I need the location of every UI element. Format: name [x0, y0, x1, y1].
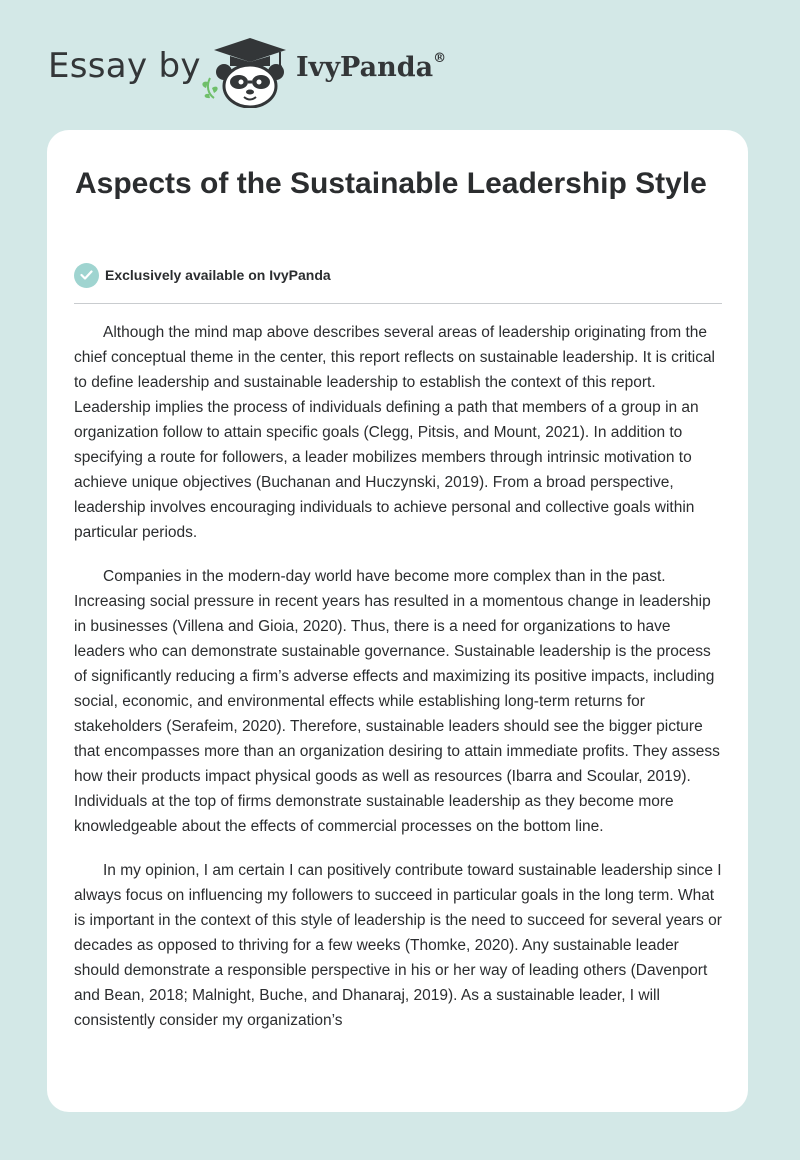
brand-logo-text[interactable]: [296, 52, 446, 83]
exclusive-badge-label: Exclusively available on IvyPanda: [105, 267, 331, 283]
essay-paragraph: Companies in the modern-day world have become more complex than in the past. Increasing social pressure in recent years has resulted in a momentous change in leadership in businesses (Villena and Gioia, 2020). Thus, there is a need for organizations to have leaders who can demonstrate sustainable governance. Sustainable leadership is the process of significantly reducing a firm’s adverse effects and maximizing its positive impacts, including social, economic, and environmental effects while establishing long-term returns for stakeholders (Serafeim, 2020). Therefore, sustainable leaders should see the bigger picture that encompasses more than an organization desiring to attain immediate profits. They assess how their products impact physical goods as well as resources (Ibarra and Scoular, 2019). Individuals at the top of firms demonstrate sustainable leadership as they become more knowledgeable about the effects of commercial processes on the bottom line.: [74, 568, 720, 835]
brand-name: IvyPanda: [296, 52, 434, 83]
essay-body: [74, 320, 724, 1052]
essay-title: Aspects of the Sustainable Leadership Style: [75, 167, 707, 200]
essay-card: [47, 130, 748, 1112]
panda-logo-icon[interactable]: [196, 36, 292, 108]
trademark-symbol: ®: [433, 51, 447, 66]
site-header: [0, 0, 800, 130]
essay-by-label: Essay by: [48, 46, 201, 86]
exclusive-badge: [74, 262, 331, 288]
essay-paragraph: Although the mind map above describes several areas of leadership originating from the chief conceptual theme in the center, this report reflects on sustainable leadership. It is critical to define leadership and sustainable leadership to establish the context of this report. Leadership implies the process of individuals defining a path that members of a group in an organization follow to attain specific goals (Clegg, Pitsis, and Mount, 2021). In addition to specifying a route for followers, a leader mobilizes members through intrinsic motivation to achieve unique objectives (Buchanan and Huczynski, 2019). From a broad perspective, leadership involves encouraging individuals to achieve personal and collective goals within particular periods.: [74, 324, 716, 541]
title-divider: [74, 303, 722, 304]
check-icon: [74, 263, 99, 288]
essay-paragraph: In my opinion, I am certain I can positively contribute toward sustainable leadership since I always focus on influencing my followers to succeed in particular goals in the long term. What is important in the context of this style of leadership is the need to succeed for several years or decades as opposed to thriving for a few weeks (Thomke, 2020). Any sustainable leader should demonstrate a responsible perspective in his or her way of leading others (Davenport and Bean, 2018; Malnight, Buche, and Dhanaraj, 2019). As a sustainable leader, I will consistently consider my organization’s: [74, 862, 722, 1029]
